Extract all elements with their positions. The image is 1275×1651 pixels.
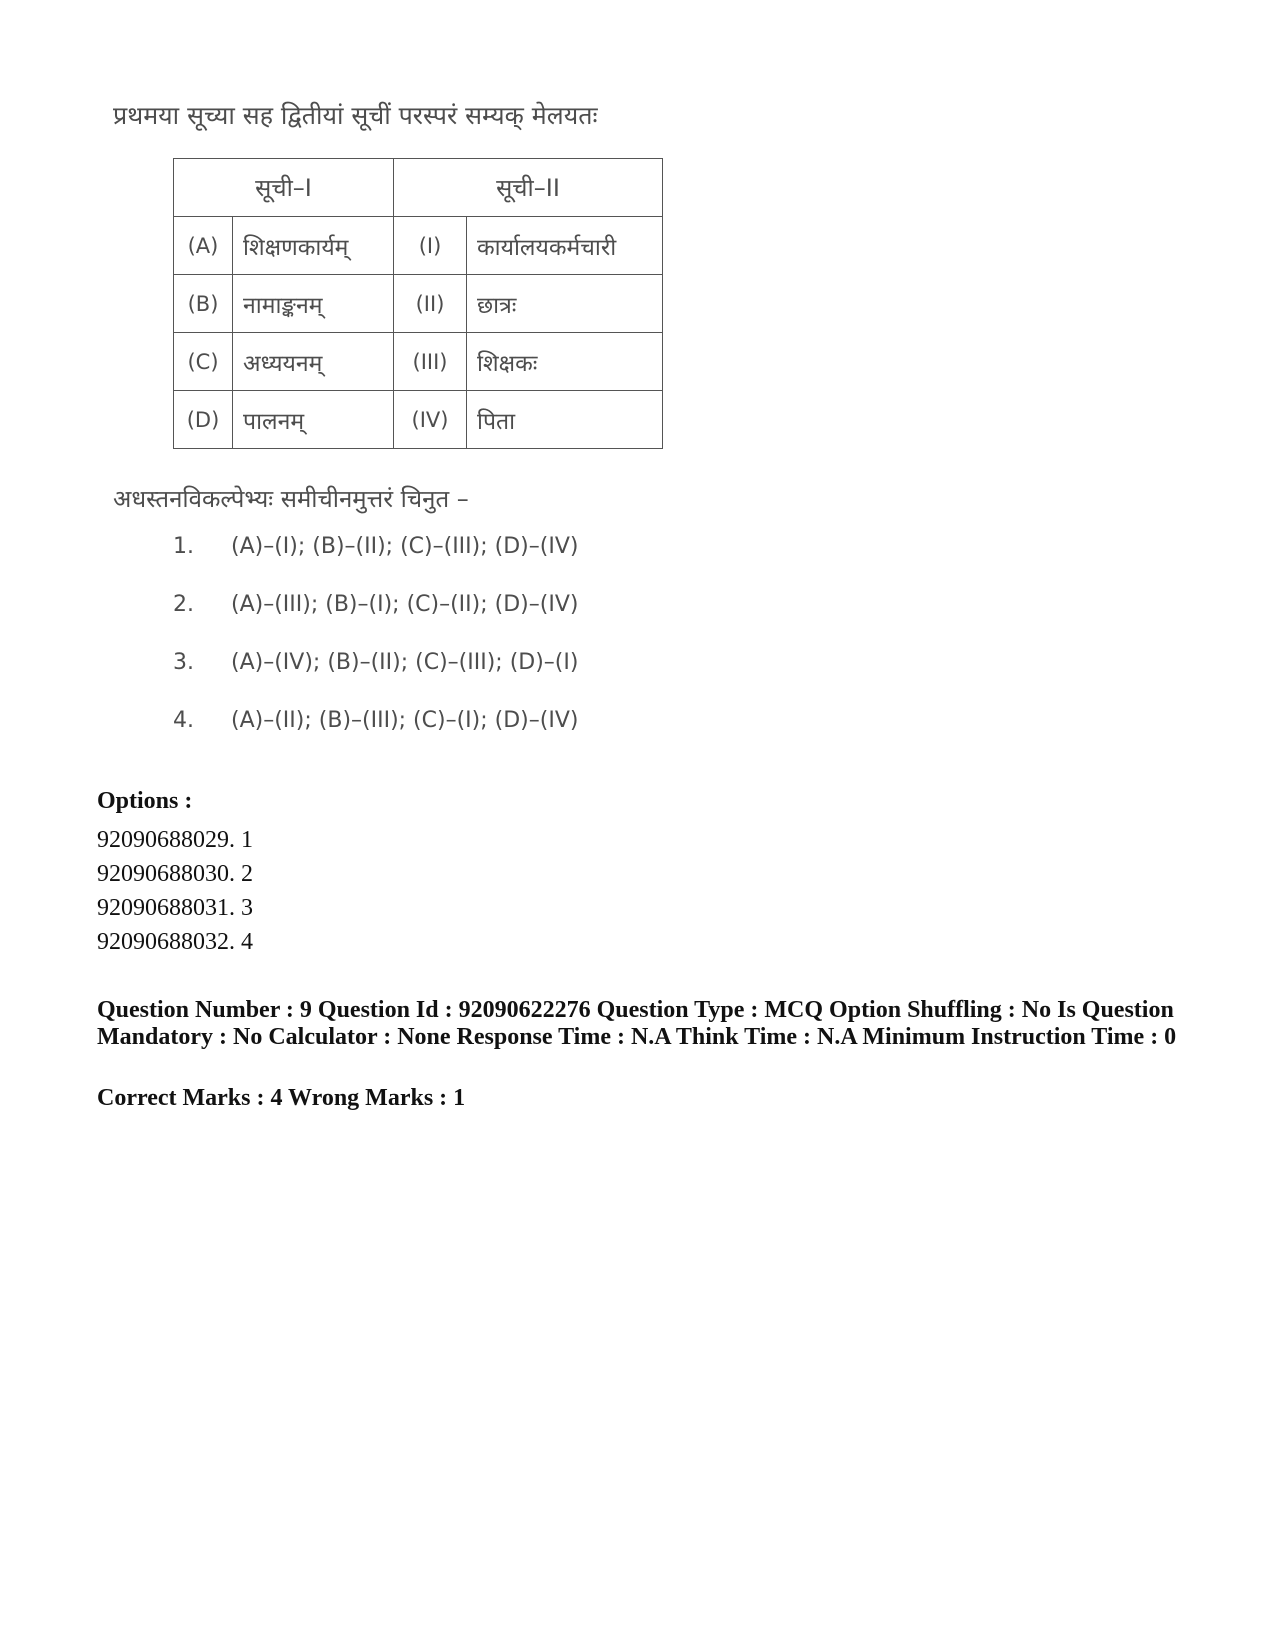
choice-number: 2. [173, 592, 194, 617]
table-row [174, 391, 663, 449]
list-1-header: सूची–I [174, 159, 394, 217]
right-item: कार्यालयकर्मचारी [467, 217, 663, 275]
left-item: अध्ययनम् [233, 333, 394, 391]
option-item: 92090688030. 2 [97, 861, 253, 887]
option-item: 92090688031. 3 [97, 895, 253, 921]
option-item: 92090688029. 1 [97, 827, 253, 853]
left-code: (C) [174, 333, 233, 391]
right-code: (I) [394, 217, 467, 275]
question-instruction: प्रथमया सूच्या सह द्वितीयां सूचीं परस्परं सम्यक् मेलयतः [113, 101, 598, 130]
right-item: पिता [467, 391, 663, 449]
sub-instruction: अधस्तनविकल्पेभ्यः समीचीनमुत्तरं चिनुत – [113, 485, 469, 513]
choice-number: 4. [173, 708, 194, 733]
left-code: (B) [174, 275, 233, 333]
choice-text: (A)–(II); (B)–(III); (C)–(I); (D)–(IV) [231, 708, 579, 733]
right-item: शिक्षकः [467, 333, 663, 391]
choice-item [173, 650, 578, 708]
choice-item [173, 534, 578, 592]
choice-item [173, 708, 578, 766]
choice-list [173, 534, 578, 766]
choice-text: (A)–(III); (B)–(I); (C)–(II); (D)–(IV) [231, 592, 579, 617]
table-row [174, 217, 663, 275]
left-code: (D) [174, 391, 233, 449]
left-item: नामाङ्कनम् [233, 275, 394, 333]
right-code: (II) [394, 275, 467, 333]
left-item: शिक्षणकार्यम् [233, 217, 394, 275]
table-row [174, 333, 663, 391]
right-code: (IV) [394, 391, 467, 449]
options-heading: Options : [97, 788, 193, 814]
right-code: (III) [394, 333, 467, 391]
choice-item [173, 592, 578, 650]
marks-meta: Correct Marks : 4 Wrong Marks : 1 [97, 1085, 466, 1111]
left-code: (A) [174, 217, 233, 275]
question-meta: Question Number : 9 Question Id : 92090622276 Question Type : MCQ Option Shuffling : No Is Question Mandatory : No Calculator : None Response Time : N.A Think Time : N.A Minimum Instruction Time : 0 [97, 997, 1177, 1050]
choice-number: 3. [173, 650, 194, 675]
choice-text: (A)–(IV); (B)–(II); (C)–(III); (D)–(I) [231, 650, 579, 675]
choice-text: (A)–(I); (B)–(II); (C)–(III); (D)–(IV) [231, 534, 579, 559]
options-list [97, 823, 253, 959]
list-2-header: सूची–II [394, 159, 663, 217]
table-row [174, 275, 663, 333]
left-item: पालनम् [233, 391, 394, 449]
table-header-row [174, 159, 663, 217]
match-table [173, 158, 663, 449]
option-item: 92090688032. 4 [97, 929, 253, 955]
right-item: छात्रः [467, 275, 663, 333]
question-image [0, 0, 1275, 770]
choice-number: 1. [173, 534, 194, 559]
